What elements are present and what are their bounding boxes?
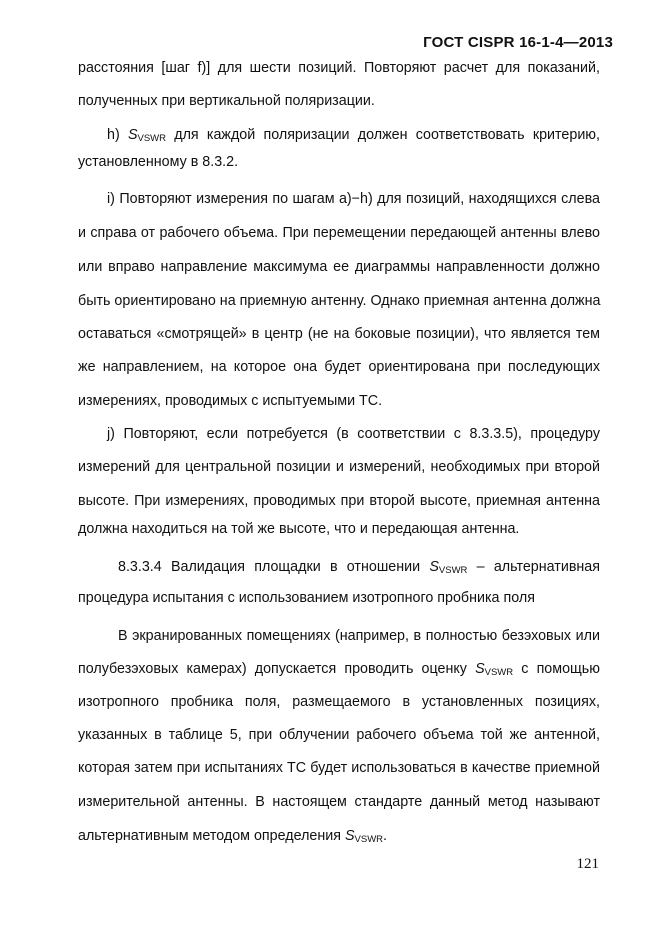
subscript: VSWR [438,565,468,576]
text-line: полученных при вертикальной поляризации. [78,93,375,109]
text-line: высоте. При измерениях, проводимых при второй высоте, приемная антенна [78,493,600,509]
text-line: 8.3.3.4 Валидация площадки в отношении $S_{VSWR}$ – альтернативная [118,559,600,576]
text-line: j) Повторяют, если потребуется (в соответствии с 8.3.3.5), процедуру [107,426,600,442]
s-vswr-symbol: $S_{VSWR}$ [127,127,166,144]
s-vswr-symbol: $S_{VSWR}$ [344,828,384,845]
text-line: альтернативным методом определения $S_{VSWR}$. [78,828,387,845]
text-line: расстояния [шаг f)] для шести позиций. Повторяют расчет для показаний, [78,60,600,76]
text-line: указанных в таблице 5, при облучении рабочего объема той же антенной, [78,727,600,743]
text-line: h) $S_{VSWR}$ для каждой поляризации должен соответствовать критерию, [107,127,601,144]
text-line: измерительной антенны. В настоящем стандарте данный метод называют [78,794,600,810]
document-header: ГОСТ CISPR 16-1-4—2013 [423,34,613,51]
text-line: быть ориентировано на приемную антенну. Однако приемная антенна должна [78,293,601,309]
page-number: 121 [576,856,599,872]
text-line: которая затем при испытаниях ТС будет использоваться в качестве приемной [78,760,600,776]
text-line: же направлением, на которое она будет ориентирована при последующих [78,359,600,375]
text-line: оставаться «смотрящей» в центр (не на боковые позиции), что является тем [78,326,600,342]
text-line: измерениях, проводимых с испытуемыми ТС. [78,393,383,409]
text-line: измерений для центральной позиции и измерений, необходимых при второй [78,459,600,475]
subscript: VSWR [137,133,166,144]
text-line: процедура испытания с использованием изотропного пробника поля [78,590,535,606]
text-line: i) Повторяют измерения по шагам а)−h) для позиций, находящихся слева [107,191,600,207]
s-vswr-symbol: $S_{VSWR}$ [475,661,514,678]
text-line: изотропного пробника поля, размещаемого в установленных позициях, [78,694,600,710]
text-line: или вправо направление максимума ее диаграммы направленности должно [78,259,600,275]
s-vswr-symbol: $S_{VSWR}$ [429,559,468,576]
subscript: VSWR [484,667,514,678]
text-line: В экранированных помещениях (например, в полностью безэховых или [118,628,600,644]
text-line: и справа от рабочего объема. При перемещении передающей антенны влево [78,225,600,241]
text-line: установленному в 8.3.2. [78,154,239,170]
subscript: VSWR [354,834,384,845]
text-line: должна находиться на той же высоте, что и передающая антенна. [78,521,520,537]
text-line: полубезэховых камерах) допускается проводить оценку $S_{VSWR}$ с помощью [78,661,600,678]
